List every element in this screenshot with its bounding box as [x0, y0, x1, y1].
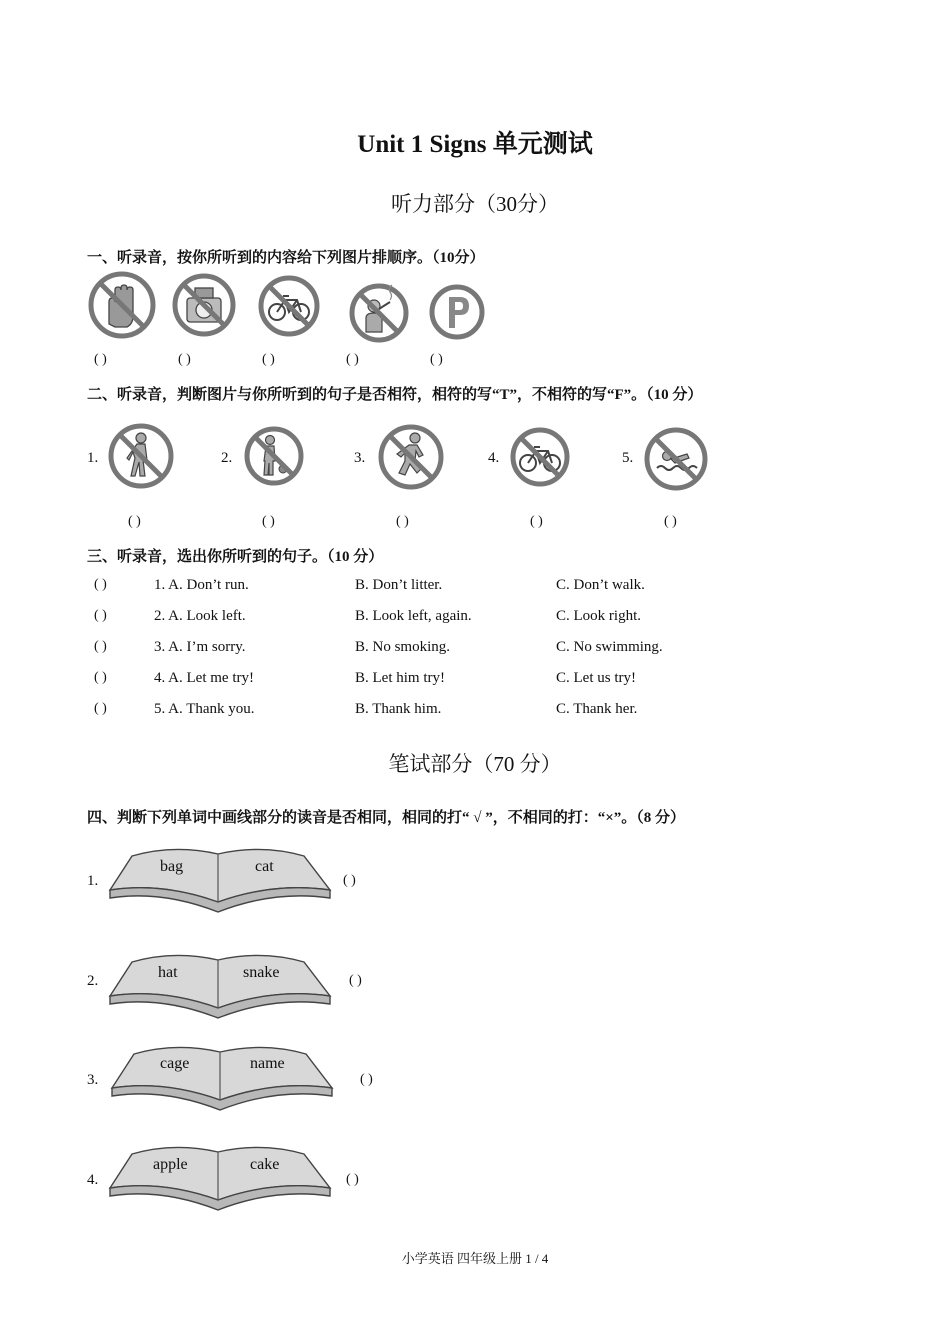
- q3-option-b: B. Look left, again.: [355, 608, 472, 624]
- q4-item-number: 2.: [87, 973, 99, 989]
- q3-option-b: B. No smoking.: [355, 639, 451, 655]
- q3-option-c: C. Let us try!: [556, 670, 636, 686]
- word-book-image: [104, 948, 334, 1025]
- q2-answer-3[interactable]: ( ): [396, 514, 409, 529]
- no-touching-icon: [87, 270, 157, 340]
- no-smoking-icon: [348, 282, 410, 344]
- word-book-image: [104, 842, 334, 919]
- q3-option-c: C. No swimming.: [556, 639, 663, 655]
- q1-answer-1[interactable]: ( ): [94, 352, 107, 367]
- q3-option-c: C. Look right.: [556, 608, 641, 624]
- q4-answer-1[interactable]: ( ): [343, 873, 356, 888]
- no-littering-icon: [243, 425, 305, 487]
- no-walking-icon: [107, 422, 175, 490]
- no-cycling-icon: [509, 426, 571, 488]
- q4-item-number: 1.: [87, 873, 99, 889]
- q1-answer-2[interactable]: ( ): [178, 352, 191, 367]
- q1-answer-3[interactable]: ( ): [262, 352, 275, 367]
- q3-answer-5[interactable]: ( ): [94, 701, 107, 716]
- q3-answer-2[interactable]: ( ): [94, 608, 107, 623]
- no-swimming-icon: [643, 426, 709, 492]
- q3-answer-1[interactable]: ( ): [94, 577, 107, 592]
- q3-option-a: 1. A. Don’t run.: [154, 577, 249, 593]
- q3-option-b: B. Let him try!: [355, 670, 445, 686]
- q2-answer-1[interactable]: ( ): [128, 514, 141, 529]
- q3-heading: 三、听录音，选出你所听到的句子。（10 分）: [87, 549, 384, 565]
- q2-item-number: 3.: [354, 450, 366, 466]
- word-book-image: [106, 1040, 336, 1117]
- word-right: cake: [250, 1156, 280, 1173]
- q2-item-number: 4.: [488, 450, 500, 466]
- q3-option-a: 4. A. Let me try!: [154, 670, 254, 686]
- q1-answer-4[interactable]: ( ): [346, 352, 359, 367]
- word-right: cat: [255, 858, 274, 875]
- q2-item-number: 5.: [622, 450, 634, 466]
- page-title: Unit 1 Signs 单元测试: [357, 131, 593, 158]
- word-left: apple: [153, 1156, 188, 1173]
- no-camera-icon: [171, 272, 237, 338]
- word-right: snake: [243, 964, 280, 981]
- q2-answer-2[interactable]: ( ): [262, 514, 275, 529]
- no-running-icon: [377, 423, 445, 491]
- q3-option-a: 5. A. Thank you.: [154, 701, 255, 717]
- q3-option-a: 3. A. I’m sorry.: [154, 639, 246, 655]
- word-right: name: [250, 1055, 285, 1072]
- q4-answer-2[interactable]: ( ): [349, 973, 362, 988]
- q2-answer-4[interactable]: ( ): [530, 514, 543, 529]
- q1-heading: 一、听录音，按你所听到的内容给下列图片排顺序。（10分）: [87, 250, 485, 266]
- q1-answer-5[interactable]: ( ): [430, 352, 443, 367]
- no-cycling-icon: [257, 274, 321, 338]
- q4-answer-4[interactable]: ( ): [346, 1172, 359, 1187]
- q2-item-number: 1.: [87, 450, 99, 466]
- q3-option-c: C. Don’t walk.: [556, 577, 645, 593]
- word-left: cage: [160, 1055, 190, 1072]
- q3-answer-3[interactable]: ( ): [94, 639, 107, 654]
- parking-icon: [428, 283, 486, 341]
- q4-heading: 四、判断下列单词中画线部分的读音是否相同，相同的打“ √ ”，不相同的打：“×”。（8 分）: [87, 810, 686, 826]
- q3-option-b: B. Don’t litter.: [355, 577, 443, 593]
- q4-item-number: 4.: [87, 1172, 99, 1188]
- word-book-image: [104, 1140, 334, 1217]
- page-footer: 小学英语 四年级上册 1 / 4: [401, 1251, 549, 1266]
- q4-item-number: 3.: [87, 1072, 99, 1088]
- q3-option-c: C. Thank her.: [556, 701, 638, 717]
- q2-heading: 二、听录音，判断图片与你所听到的句子是否相符，相符的写“T”，不相符的写“F”。（10 分）: [87, 387, 703, 403]
- q3-option-b: B. Thank him.: [355, 701, 442, 717]
- q2-answer-5[interactable]: ( ): [664, 514, 677, 529]
- word-left: bag: [160, 858, 184, 875]
- written-heading: 笔试部分（70 分）: [388, 752, 562, 776]
- listening-heading: 听力部分（30分）: [391, 192, 559, 216]
- word-left: hat: [158, 964, 178, 981]
- q3-option-a: 2. A. Look left.: [154, 608, 246, 624]
- q2-item-number: 2.: [221, 450, 233, 466]
- q4-answer-3[interactable]: ( ): [360, 1072, 373, 1087]
- q3-answer-4[interactable]: ( ): [94, 670, 107, 685]
